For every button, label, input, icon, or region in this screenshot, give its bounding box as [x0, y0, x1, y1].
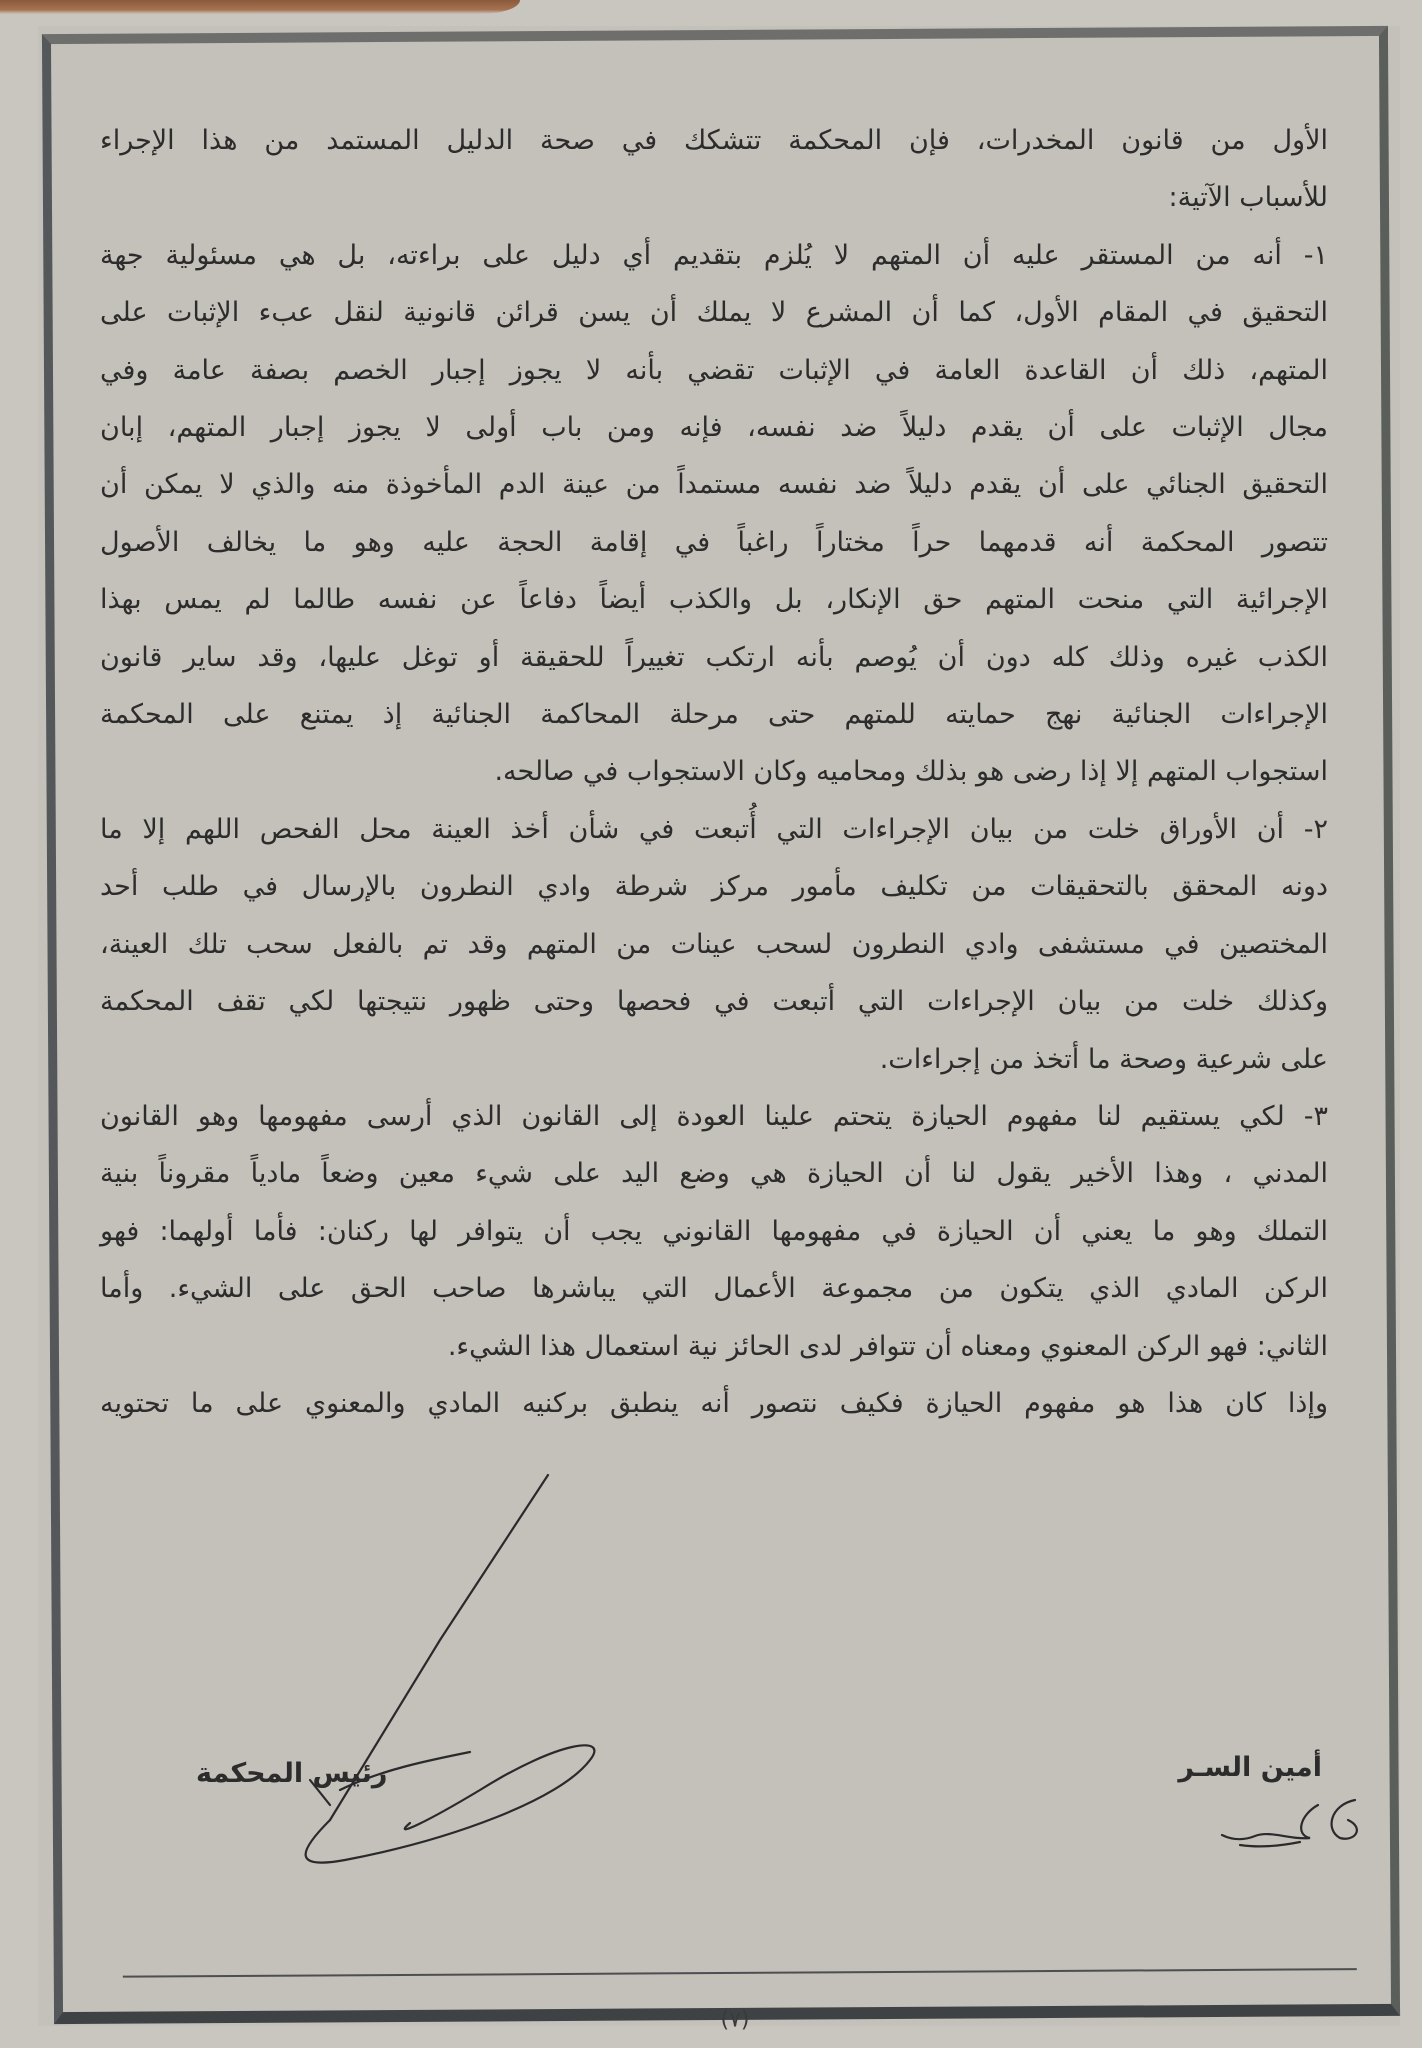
- text-line: الثاني: فهو الركن المعنوي ومعناه أن تتوافر لدى الحائز نية استعمال هذا الشيء.: [447, 1330, 1328, 1362]
- judge-signature-icon: [306, 1475, 595, 1863]
- text-line: المدني ، وهذا الأخير يقول لنا أن الحيازة هي وضع اليد على شيء معين وضعاً مادياً مقروناً بنية: [100, 1158, 1328, 1190]
- judge-signature-label: رئيس المحكمة: [196, 1758, 388, 1789]
- text-line: على شرعية وصحة ما أتخذ من إجراءات.: [879, 1043, 1328, 1075]
- list-item-2-line: ٢- أن الأوراق خلت من بيان الإجراءات التي أُتبعت في شأن أخذ العينة محل الفحص اللهم إلا ما: [100, 813, 1328, 845]
- text-line: مجال الإثبات على أن يقدم دليلاً ضد نفسه، فإنه ومن باب أولى لا يجوز إجبار المتهم، إبان: [100, 412, 1328, 444]
- text-line: المختصين في مستشفى وادي النطرون لسحب عينات من المتهم وقد تم بالفعل سحب تلك العينة،: [100, 928, 1328, 960]
- text-line: تتصور المحكمة أنه قدمهما حراً مختاراً راغباً في إقامة الحجة عليه وهو ما يخالف الأصول: [100, 526, 1328, 558]
- secretary-signature-icon: [1222, 1800, 1357, 1846]
- text-line: التملك وهو ما يعني أن الحيازة في مفهومها القانوني يجب أن يتوافر لها ركنان: فأما أولهما: فهو: [100, 1215, 1328, 1247]
- text-line: التحقيق في المقام الأول، كما أن المشرع لا يملك أن يسن قرائن قانونية لنقل عبء الإثبات على: [100, 297, 1328, 329]
- text-line: استجواب المتهم إلا إذا رضى هو بذلك ومحاميه وكان الاستجواب في صالحه.: [494, 756, 1328, 788]
- list-item-3-line: ٣- لكي يستقيم لنا مفهوم الحيازة يتحتم علينا العودة إلى القانون الذي أرسى مفهومها وهو القانون: [100, 1100, 1328, 1132]
- text-line: المتهم، ذلك أن القاعدة العامة في الإثبات تقضي بأنه لا يجوز إجبار الخصم بصفة عامة وفي: [100, 354, 1328, 386]
- text-line: التحقيق الجنائي على أن يقدم دليلاً ضد نفسه مستمداً من عينة الدم المأخوذة منه والذي لا يمكن أن: [100, 469, 1328, 501]
- text-line: دونه المحقق بالتحقيقات من تكليف مأمور مركز شرطة وادي النطرون بالإرسال في طلب أحد: [100, 871, 1328, 903]
- text-line: للأسباب الآتية:: [1168, 182, 1328, 214]
- text-line: الإجرائية التي منحت المتهم حق الإنكار، بل والكذب أيضاً دفاعاً عن نفسه طالما لم يمس بهذا: [100, 584, 1328, 616]
- text-line: الإجراءات الجنائية نهج حمايته للمتهم حتى مرحلة المحاكمة الجنائية إذ يمتنع على المحكمة: [100, 699, 1328, 731]
- text-line: وكذلك خلت من بيان الإجراءات التي أتبعت في فحصها وحتى ظهور نتيجتها لكي تقف المحكمة: [100, 986, 1328, 1018]
- text-line: الكذب غيره وذلك كله دون أن يُوصم بأنه ارتكب تغييراً للحقيقة أو توغل عليها، وقد ساير قانون: [100, 641, 1328, 673]
- text-line: الركن المادي الذي يتكون من مجموعة الأعمال التي يباشرها صاحب الحق على الشيء. وأما: [100, 1273, 1328, 1305]
- page-number: (٧): [720, 2007, 750, 2033]
- text-line: الأول من قانون المخدرات، فإن المحكمة تتشكك في صحة الدليل المستمد من هذا الإجراء: [100, 125, 1328, 156]
- list-item-1-line: ١- أنه من المستقر عليه أن المتهم لا يُلزم بتقديم أي دليل على براءته، بل هي مسئولية جهة: [100, 239, 1328, 271]
- text-line: وإذا كان هذا هو مفهوم الحيازة فكيف نتصور أنه ينطبق بركنيه المادي والمعنوي على ما تحتويه: [100, 1387, 1328, 1419]
- secretary-signature-label: أمين السـر: [1178, 1752, 1322, 1783]
